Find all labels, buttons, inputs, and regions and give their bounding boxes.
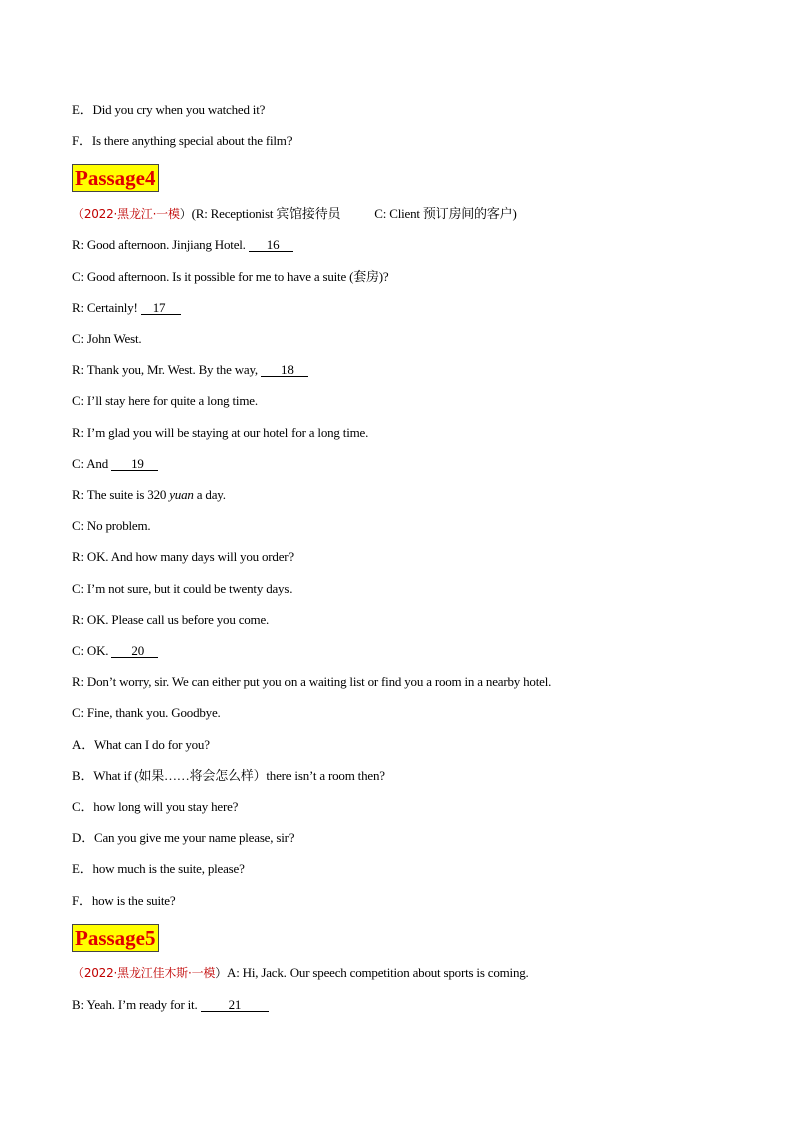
blank-21: 21 [201, 998, 270, 1012]
currency-word: yuan [169, 487, 194, 502]
source-open: （ [72, 207, 84, 221]
dialogue-line: R: I’m glad you will be staying at our hotel for a long time. [72, 425, 369, 440]
option-e: E．how much is the suite, please? [72, 861, 245, 876]
roles-c: C: Client 预订房间的客户) [374, 206, 517, 221]
dialogue-line: C: I’ll stay here for quite a long time. [72, 393, 258, 408]
blank-20: 20 [111, 644, 158, 658]
line-text: R: Good afternoon. Jinjiang Hotel. [72, 237, 249, 252]
dialogue-line: R: OK. And how many days will you order? [72, 549, 295, 564]
line-text: C: And [72, 456, 112, 471]
dialogue-line [72, 300, 181, 316]
passage5-source-line [72, 965, 529, 981]
dialogue-line: R: OK. Please call us before you come. [72, 612, 270, 627]
option-f: F．how is the suite? [72, 893, 176, 908]
source-close: ） [179, 207, 192, 221]
dialogue-line: C: No problem. [72, 518, 151, 533]
source-close: ） [215, 966, 227, 980]
option-c: C．how long will you stay here? [72, 799, 239, 814]
dialogue-line [72, 456, 158, 472]
passage5-heading: Passage5 [72, 924, 159, 952]
blank-17: 17 [141, 301, 182, 315]
line-text: B: Yeah. I’m ready for it. [72, 997, 201, 1012]
line-text: R: Certainly! [72, 300, 141, 315]
dialogue-line: A: Hi, Jack. Our speech competition about sports is coming. [227, 965, 529, 980]
dialogue-line [72, 362, 308, 378]
dialogue-line: C: I’m not sure, but it could be twenty days. [72, 581, 293, 596]
roles-r: (R: Receptionist 宾馆接待员 [191, 206, 341, 221]
source-tag: 2022·黑龙江·一模 [83, 207, 180, 221]
dialogue-line: C: John West. [72, 331, 142, 346]
line-text: R: Thank you, Mr. West. By the way, [72, 362, 262, 377]
option-b: B．What if (如果……将会怎么样）there isn’t a room then? [72, 768, 385, 783]
dialogue-line: C: Good afternoon. Is it possible for me to have a suite (套房)? [72, 269, 389, 284]
option-a: A．What can I do for you? [72, 737, 210, 752]
dialogue-line [72, 997, 269, 1013]
option-d: D．Can you give me your name please, sir? [72, 830, 295, 845]
line-text: a day. [193, 487, 226, 502]
blank-19: 19 [111, 457, 158, 471]
dialogue-line: R: Don’t worry, sir. We can either put you on a waiting list or find you a room in a nearby hotel. [72, 674, 552, 689]
passage4-heading: Passage4 [72, 164, 159, 192]
passage4-source-line [72, 206, 517, 222]
dialogue-line [72, 237, 293, 253]
dialogue-line [72, 643, 158, 659]
dialogue-line [72, 487, 226, 503]
dialogue-line: C: Fine, thank you. Goodbye. [72, 705, 221, 720]
option-f: F．Is there anything special about the film? [72, 133, 293, 148]
blank-18: 18 [261, 363, 308, 377]
line-text: R: The suite is 320 [72, 487, 170, 502]
blank-16: 16 [249, 238, 294, 252]
option-e: E．Did you cry when you watched it? [72, 102, 266, 117]
source-open: （ [72, 966, 84, 980]
line-text: C: OK. [72, 643, 112, 658]
source-tag: 2022·黑龙江佳木斯·一模 [83, 966, 216, 980]
